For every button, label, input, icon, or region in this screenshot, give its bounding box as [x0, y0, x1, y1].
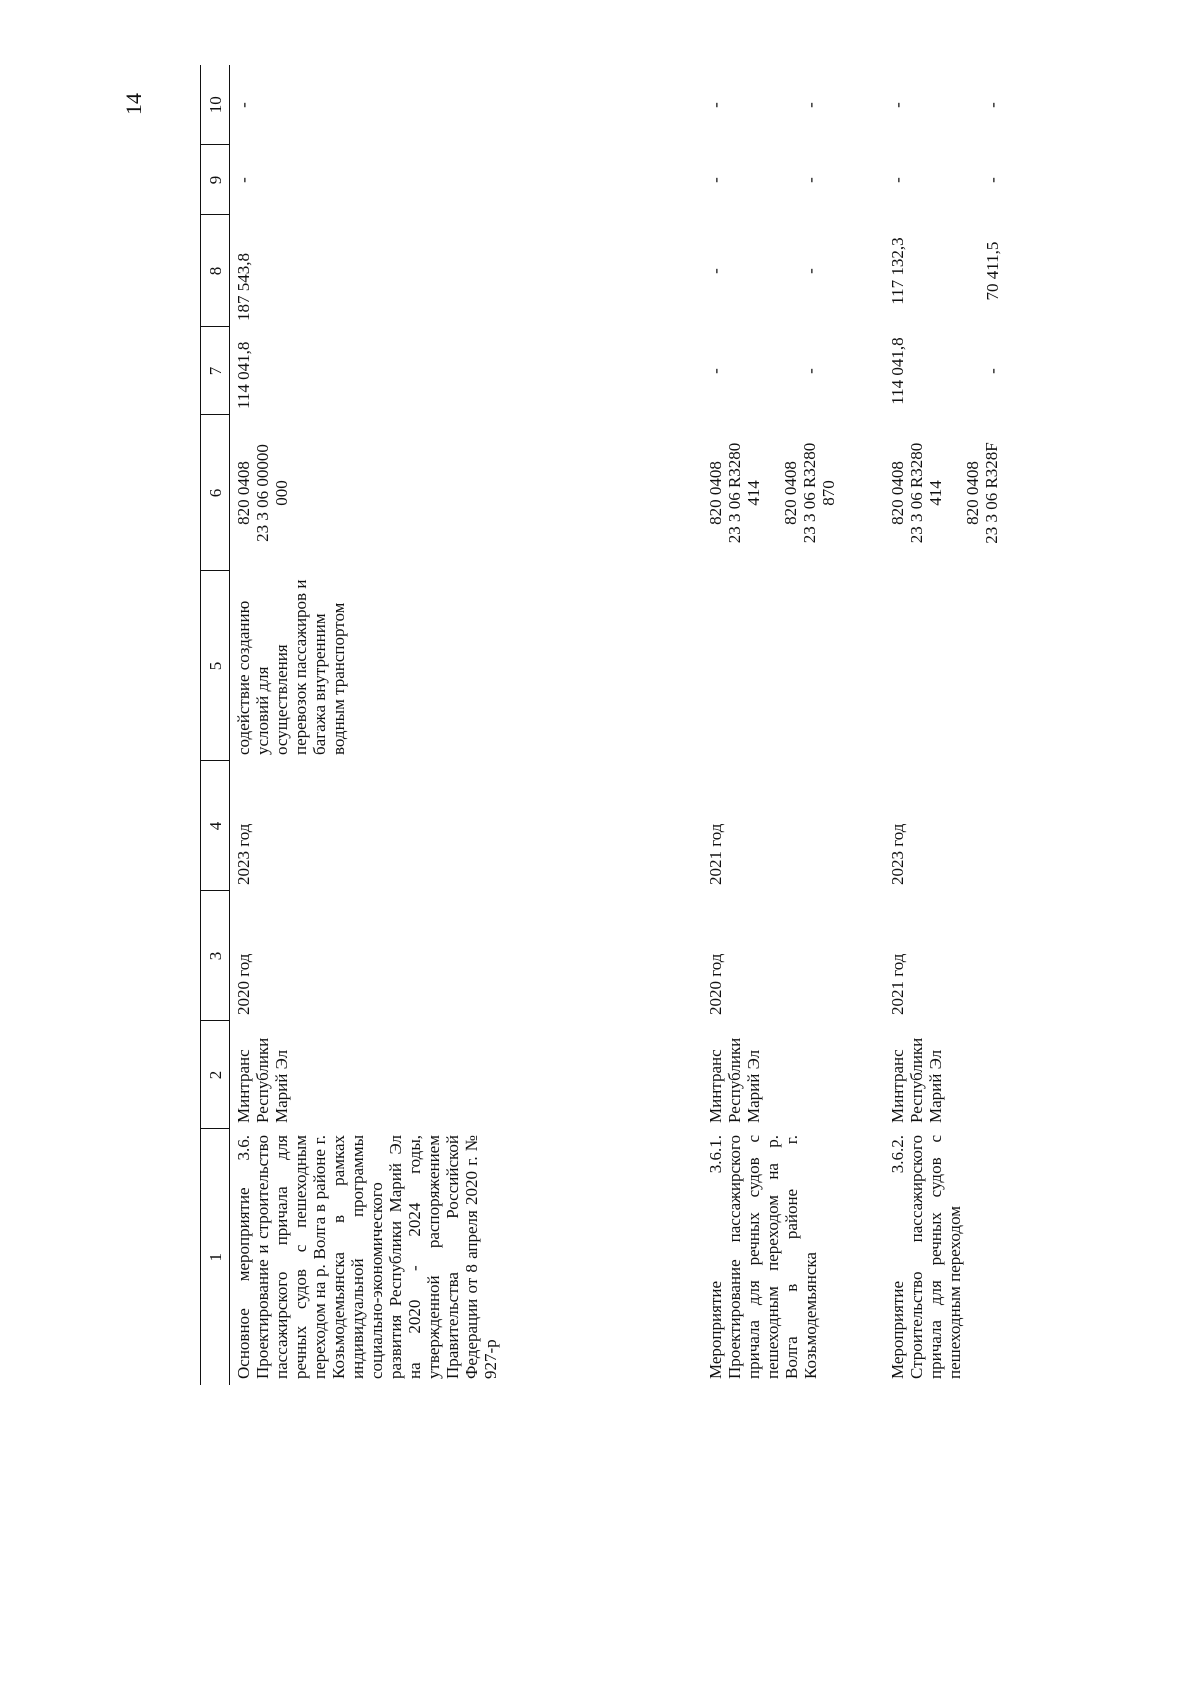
table-row: [702, 65, 884, 1385]
budget-code-cell: [702, 415, 884, 571]
value-col-9: -: [801, 177, 820, 183]
responsible-executor: Минтранс Республики Марий Эл: [888, 1037, 945, 1123]
value-col-7: 114 041,8: [888, 337, 907, 405]
value-col-8: 187 543,8: [234, 253, 253, 321]
start-year: 2021 год: [888, 953, 907, 1015]
value-col-8: 117 132,3: [888, 237, 907, 305]
col-header-4: 4: [201, 761, 230, 891]
table-row: [230, 65, 703, 1385]
header-row: [201, 65, 230, 1385]
start-year: 2020 год: [234, 953, 253, 1015]
col-header-6: 6: [201, 415, 230, 571]
value-col-9-cell: [702, 145, 884, 215]
value-col-8: -: [706, 268, 725, 274]
value-col-7: -: [801, 368, 820, 374]
value-col-8: -: [801, 268, 820, 274]
end-year: 2023 год: [888, 823, 907, 885]
value-col-9-cell: [884, 145, 1018, 215]
value-col-10: -: [801, 102, 820, 108]
value-col-7-cell: [702, 327, 884, 415]
col-header-5: 5: [201, 571, 230, 761]
value-col-9: -: [983, 177, 1002, 183]
col-header-7: 7: [201, 327, 230, 415]
value-col-10: -: [234, 102, 253, 108]
responsible-executor: Минтранс Республики Марий Эл: [234, 1037, 291, 1123]
expected-result: содействие созданию условий для осуществления перевозок пассажиров и багажа внутренним водным транспортом: [234, 579, 348, 755]
measure-name: Основное мероприятие 3.6. Проектирование и строительство пассажирского причала для речных судов с пешеходным переходом на р. Волга в районе г. Козьмодемьянска в рамках индивидуальной программы социально-экономического развития Республики Марий Эл на 2020 - 2024 годы, утвержденной распоряжением Правительства Российской Федерации от 8 апреля 2020 г. № 927-р: [234, 1135, 500, 1379]
expected-result: [884, 571, 1018, 761]
value-col-8: 70 411,5: [983, 241, 1002, 301]
start-year: 2020 год: [706, 953, 725, 1015]
col-header-2: 2: [201, 1021, 230, 1129]
value-col-10: -: [983, 102, 1002, 108]
value-col-10-cell: [702, 65, 884, 145]
budget-code: 820 0408 23 3 06 R3280 414: [888, 442, 945, 544]
responsible-executor: Минтранс Республики Марий Эл: [706, 1037, 763, 1123]
rotated-table-sheet: [200, 65, 1020, 1385]
budget-code: 820 0408 23 3 06 R3280 870: [781, 442, 838, 544]
program-measures-table: [200, 65, 1018, 1385]
value-col-7: -: [983, 368, 1002, 374]
col-header-3: 3: [201, 891, 230, 1021]
value-col-9: -: [888, 177, 907, 183]
value-col-8-cell: [702, 215, 884, 327]
measure-name: Мероприятие 3.6.2. Строительство пассажирского причала для речных судов с пешеходным переходом: [888, 1135, 964, 1379]
value-col-10-cell: [884, 65, 1018, 145]
col-header-8: 8: [201, 215, 230, 327]
value-col-7: -: [706, 368, 725, 374]
col-header-10: 10: [201, 65, 230, 145]
col-header-1: 1: [201, 1129, 230, 1385]
table-row: [884, 65, 1018, 1385]
budget-code: 820 0408 23 3 06 R328F: [963, 442, 1001, 544]
end-year: 2021 год: [706, 823, 725, 885]
value-col-9: -: [234, 177, 253, 183]
value-col-7-cell: [884, 327, 1018, 415]
value-col-10: -: [706, 102, 725, 108]
measure-name: Мероприятие 3.6.1. Проектирование пассажирского причала для речных судов с пешеходным переходом на р. Волга в районе г. Козьмодемьянска: [706, 1135, 820, 1379]
end-year: 2023 год: [234, 823, 253, 885]
budget-code: 820 0408 23 3 06 R3280 414: [706, 442, 763, 544]
budget-code-cell: [884, 415, 1018, 571]
expected-result: [702, 571, 884, 761]
value-col-7: 114 041,8: [234, 341, 253, 409]
budget-code: 820 0408 23 3 06 00000 000: [234, 444, 291, 542]
value-col-9: -: [706, 177, 725, 183]
page-number: 14: [121, 93, 146, 115]
value-col-8-cell: [884, 215, 1018, 327]
value-col-10: -: [888, 102, 907, 108]
col-header-9: 9: [201, 145, 230, 215]
